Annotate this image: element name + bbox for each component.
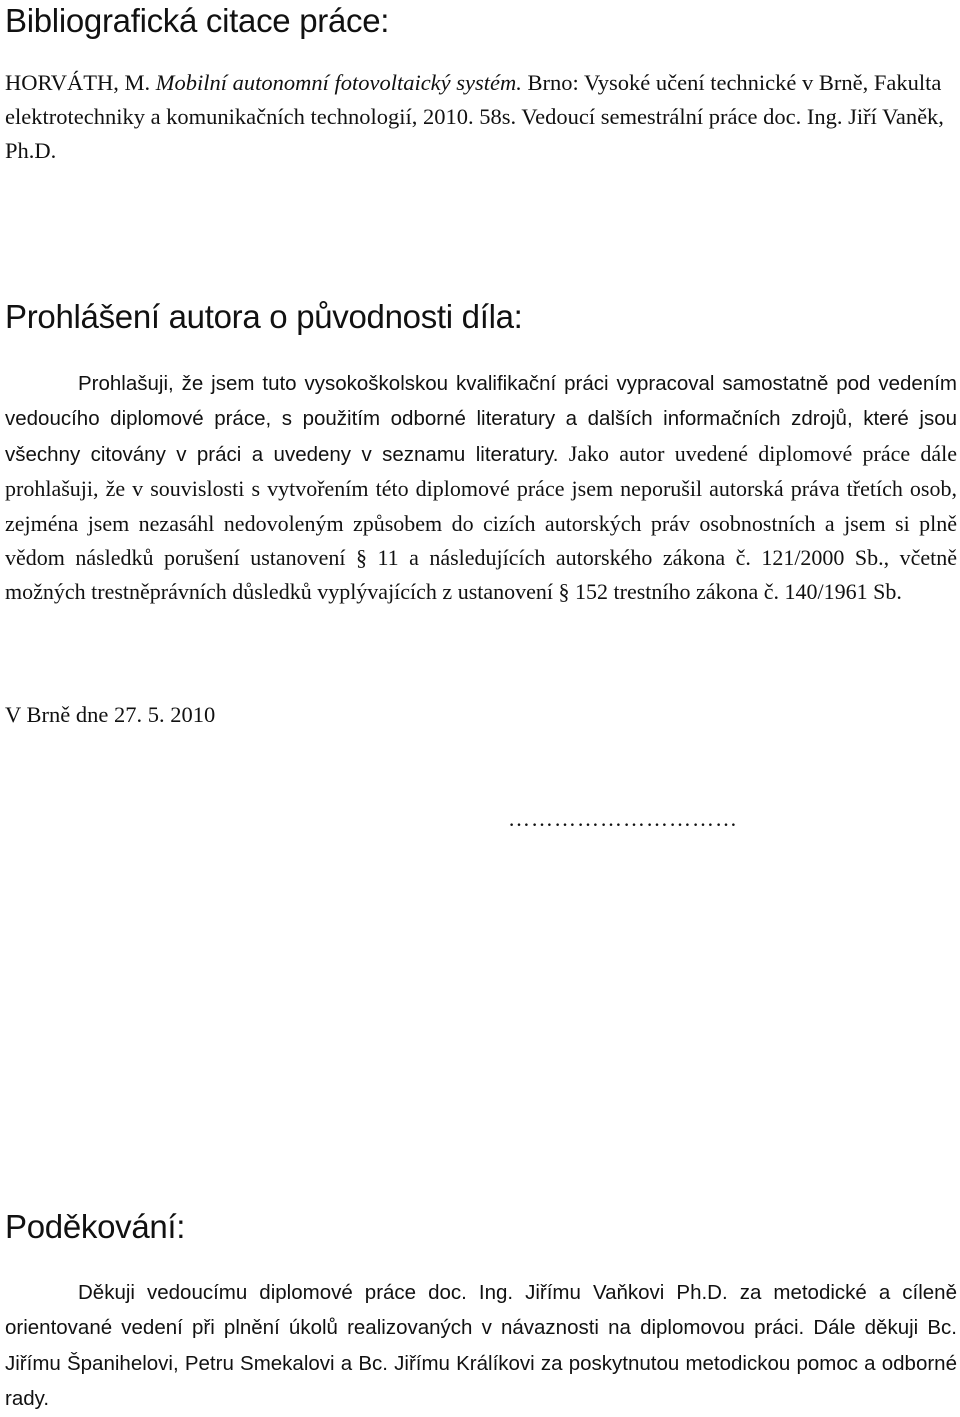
declaration-text-part-2: Jako autor uvedené diplomové práce dále prohlašuji, že v souvislosti s vytvořením této diplomové práce jsem neporušil autorská práva třetích osob, zejména jsem nezasáhl nedovoleným způsobem do cizích autorských práv osobnostních a jsem si plně vědom následků porušení ustanovení § 11 a následujících autorského zákona č. 121/2000 Sb., včetně možných trestněprávních důsledků vyplývajících z ustanovení § 152 trestního zákona č. 140/1961 Sb. bbox=[5, 440, 958, 605]
declaration-text-part-1: Prohlašuji, že jsem tuto vysokoškolskou kvalifikační práci vypracoval samostatně pod vedením vedoucího diplomové práce, s použitím odborné literatury a dalších informačních zdrojů, které jsou všechny citovány v práci a uvedeny v seznamu literatury. bbox=[5, 372, 957, 466]
place-date: V Brně dne 27. 5. 2010 bbox=[5, 702, 216, 727]
citation-details: Brno: Vysoké učení technické v Brně, Fakulta elektrotechniky a komunikačních technologií, 2010. 58s. Vedoucí semestrální práce doc. Ing. Jiří Vaněk, Ph.D. bbox=[5, 70, 944, 163]
declaration-heading: Prohlášení autora o původnosti díla: bbox=[5, 298, 523, 335]
citation-author: HORVÁTH, M. bbox=[5, 70, 156, 95]
citation-text bbox=[5, 66, 945, 168]
acknowledgement-paragraph bbox=[5, 1275, 957, 1417]
acknowledgement-heading: Poděkování: bbox=[5, 1208, 186, 1245]
citation-heading: Bibliografická citace práce: bbox=[5, 2, 390, 39]
signature-line: ………………………… bbox=[508, 806, 738, 831]
citation-title: Mobilní autonomní fotovoltaický systém. bbox=[155, 70, 522, 95]
declaration-paragraph bbox=[5, 366, 957, 610]
acknowledgement-text: Děkuji vedoucímu diplomové práce doc. Ing. Jiřímu Vaňkovi Ph.D. za metodické a cíleně orientované vedení při plnění úkolů realizovaných v návaznosti na diplomovou práci. Dále děkuji Bc. Jiřímu Španihelovi, Petru Smekalovi a Bc. Jiřímu Králíkovi za poskytnutou metodickou pomoc a odborné rady. bbox=[5, 1281, 957, 1411]
